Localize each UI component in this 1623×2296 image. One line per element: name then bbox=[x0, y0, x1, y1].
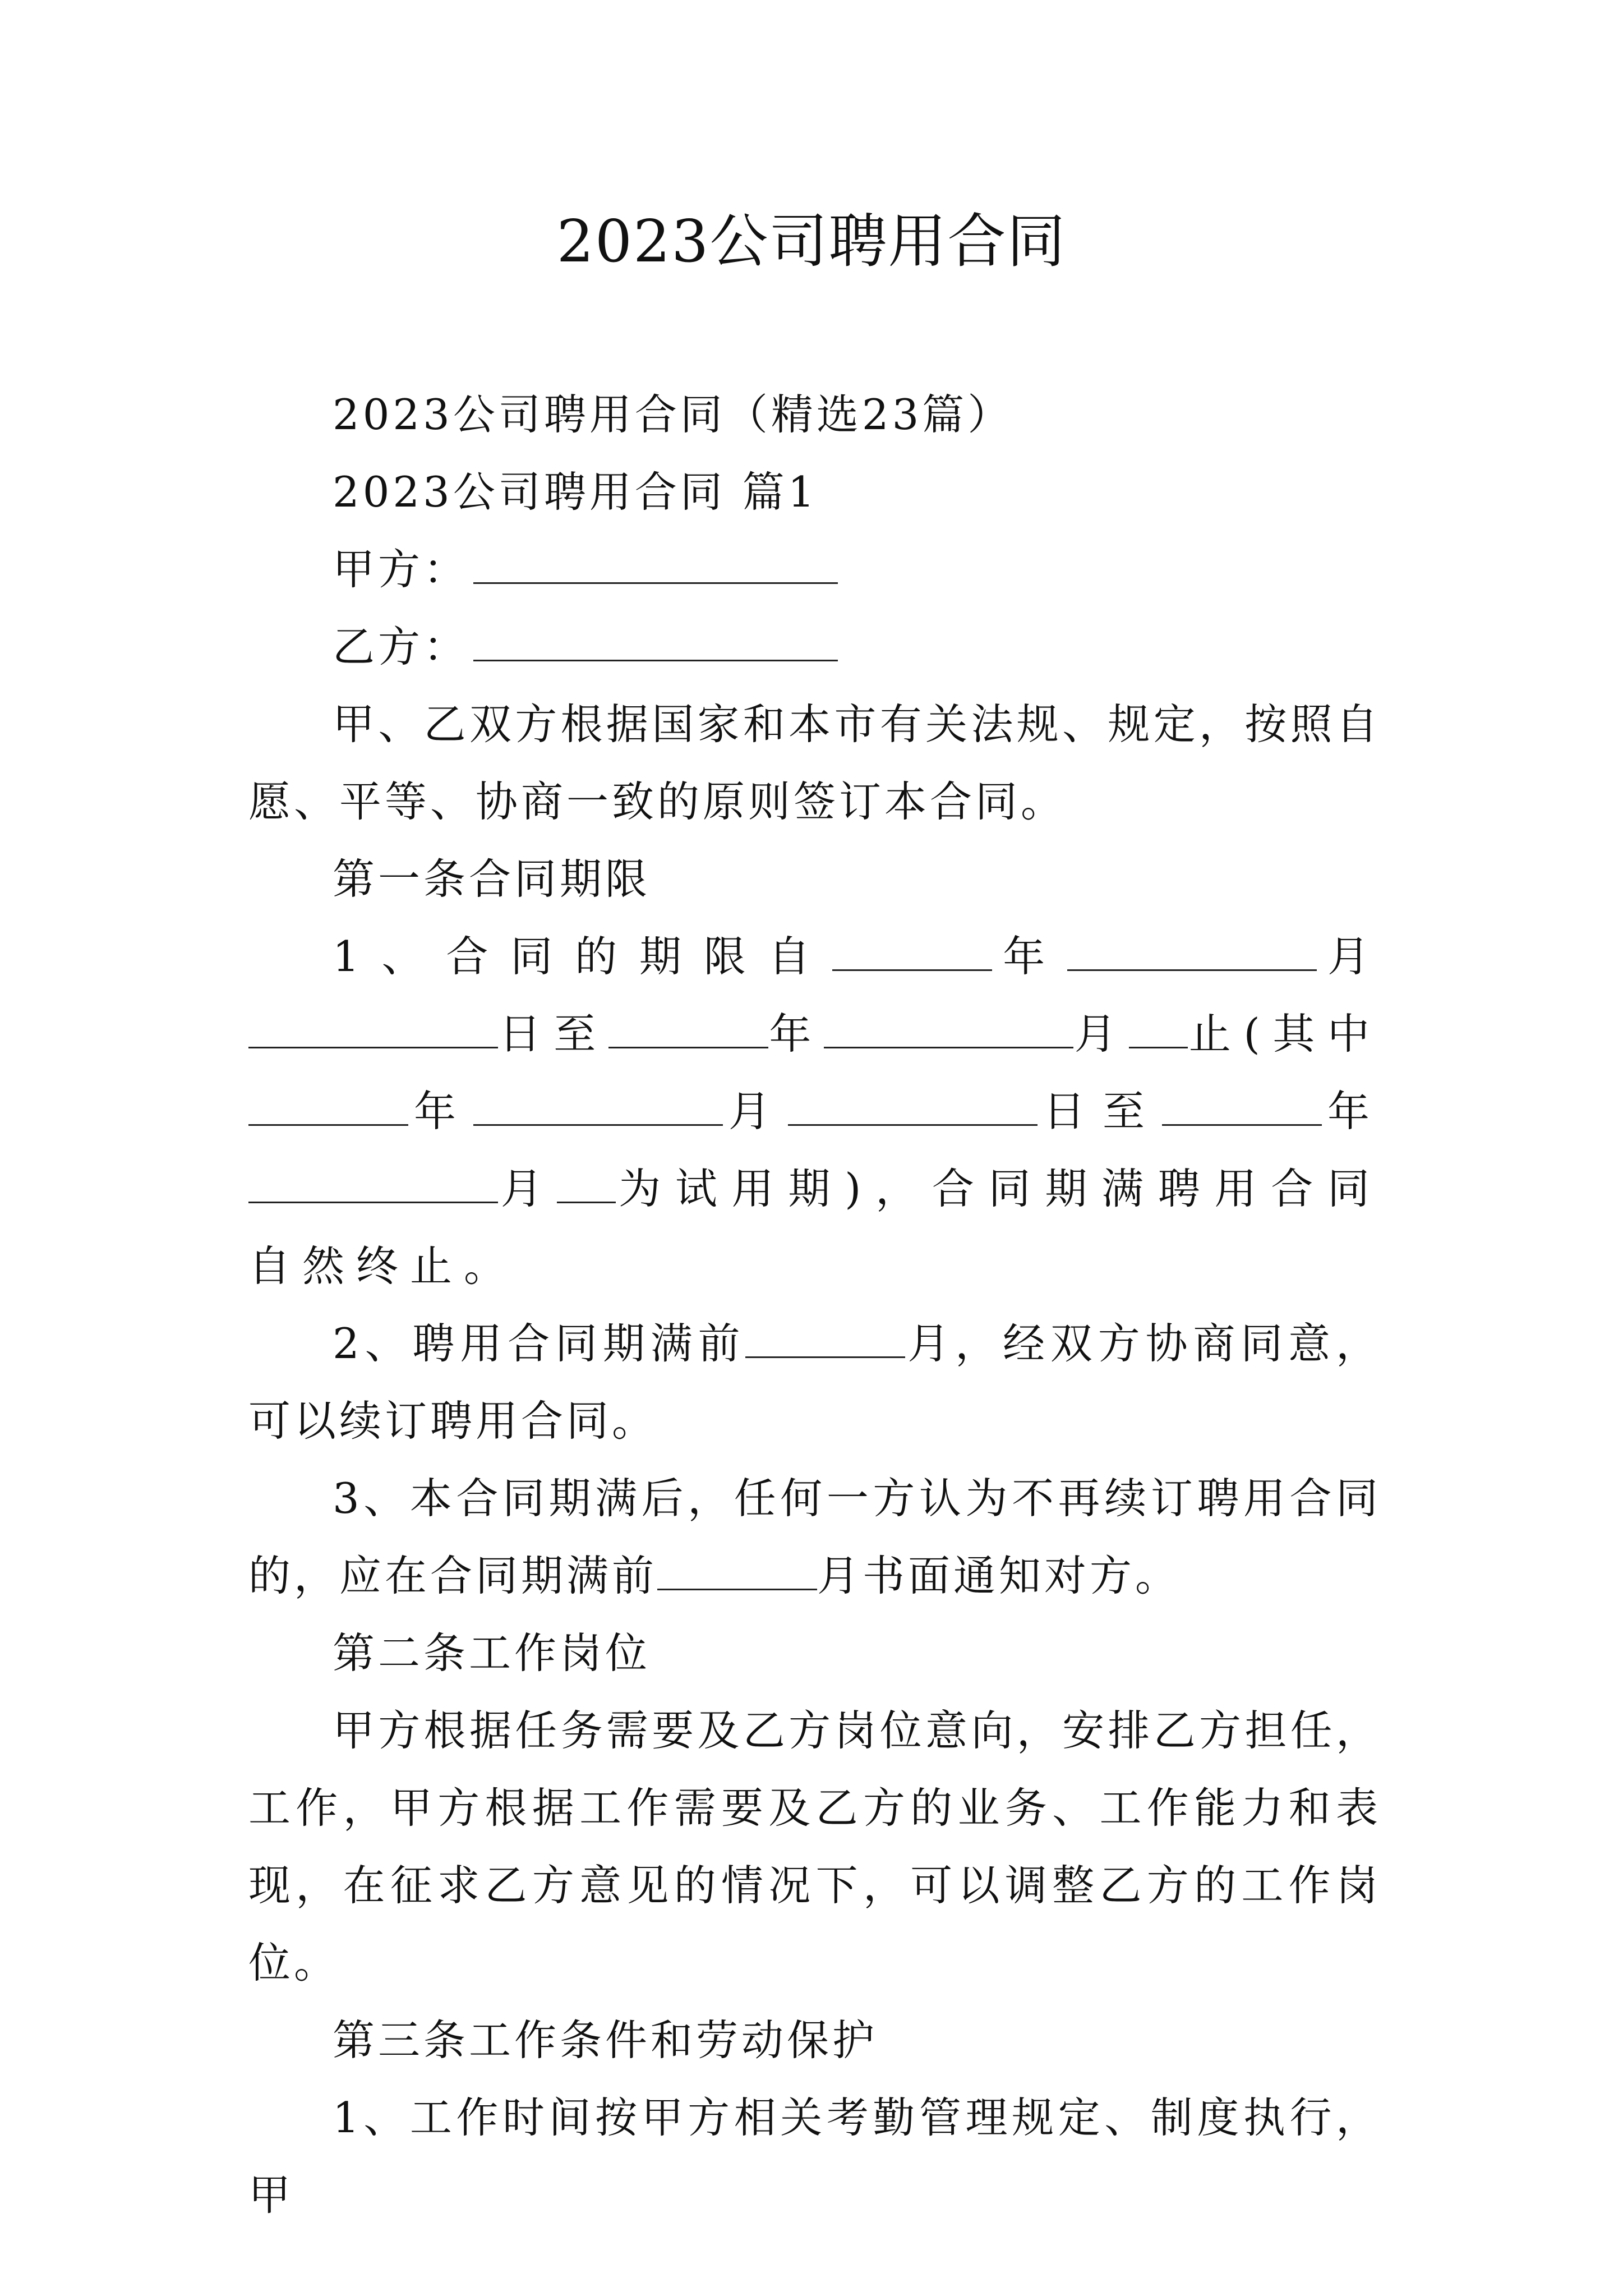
year-blank bbox=[1162, 1089, 1322, 1126]
article3-heading: 第三条工作条件和劳动保护 bbox=[333, 2016, 878, 2065]
article1-clause1 bbox=[248, 918, 1381, 1305]
document-title: 2023公司聘用合同 bbox=[556, 207, 1067, 275]
clause-text: 月书面通知对方。 bbox=[817, 1551, 1181, 1600]
year-blank bbox=[248, 1089, 408, 1126]
party-b-line bbox=[248, 608, 1381, 685]
clause-text: 年 bbox=[408, 1087, 473, 1136]
party-a-blank bbox=[473, 547, 838, 584]
clause-text: 为试用期)，合同期满聘用合同自然终止。 bbox=[248, 1164, 1381, 1291]
article1-heading: 第一条合同期限 bbox=[333, 854, 651, 904]
clause-text: 月 bbox=[498, 1164, 557, 1213]
month-blank bbox=[1067, 935, 1317, 971]
day-blank bbox=[788, 1089, 1038, 1126]
clause-text: 月 bbox=[723, 1087, 788, 1136]
month-blank bbox=[248, 1167, 498, 1203]
month-blank bbox=[745, 1322, 905, 1358]
clause-text: 日至 bbox=[1038, 1087, 1162, 1136]
intro-paragraph: 甲、乙双方根据国家和本市有关法规、规定，按照自愿、平等、协商一致的原则签订本合同。 bbox=[248, 700, 1381, 826]
clause-text: 年 bbox=[1321, 1087, 1381, 1136]
document-body bbox=[248, 376, 1381, 2234]
clause-text: 年 bbox=[768, 1009, 824, 1059]
party-b-blank bbox=[473, 625, 838, 661]
party-a-label: 甲方： bbox=[333, 545, 469, 594]
year-blank bbox=[608, 1012, 768, 1048]
party-b-label: 乙方： bbox=[333, 622, 469, 671]
clause-text: 3、本合同期满后，任何一方认为不再续订聘用合同的，应在合同期满前 bbox=[248, 1474, 1381, 1600]
subtitle: 2023公司聘用合同（精选23篇） bbox=[333, 390, 1013, 439]
month-blank bbox=[657, 1554, 817, 1590]
section-heading: 2023公司聘用合同 篇1 bbox=[333, 467, 818, 517]
clause-text: 月 bbox=[1317, 932, 1381, 981]
clause-text: 月 bbox=[1073, 1009, 1129, 1059]
article1-clause2 bbox=[248, 1305, 1381, 1460]
article1-clause3 bbox=[248, 1460, 1381, 1614]
month-blank bbox=[473, 1089, 723, 1126]
article3-clause1: 1、工作时间按甲方相关考勤管理规定、制度执行，甲 bbox=[248, 2093, 1381, 2220]
month-blank bbox=[824, 1012, 1073, 1048]
clause-text: 日至 bbox=[498, 1009, 608, 1059]
article2-text: 甲方根据任务需要及乙方岗位意向，安排乙方担任，工作，甲方根据工作需要及乙方的业务、工作能力和表现，在征求乙方意见的情况下，可以调整乙方的工作岗位。 bbox=[248, 1706, 1381, 1987]
day-blank bbox=[1129, 1012, 1188, 1048]
party-a-line bbox=[248, 531, 1381, 608]
year-blank bbox=[832, 935, 992, 971]
day-blank bbox=[557, 1167, 616, 1203]
clause-text: 年 bbox=[992, 932, 1068, 981]
day-blank bbox=[248, 1012, 498, 1048]
clause-text: 1、合同的期限自 bbox=[333, 932, 833, 981]
clause-text: 2、聘用合同期满前 bbox=[333, 1319, 746, 1368]
article2-heading: 第二条工作岗位 bbox=[333, 1628, 651, 1678]
clause-text: 月，经双方协商同意，可以续订聘用合同。 bbox=[248, 1319, 1381, 1446]
clause-text: 止(其中 bbox=[1188, 1009, 1381, 1059]
